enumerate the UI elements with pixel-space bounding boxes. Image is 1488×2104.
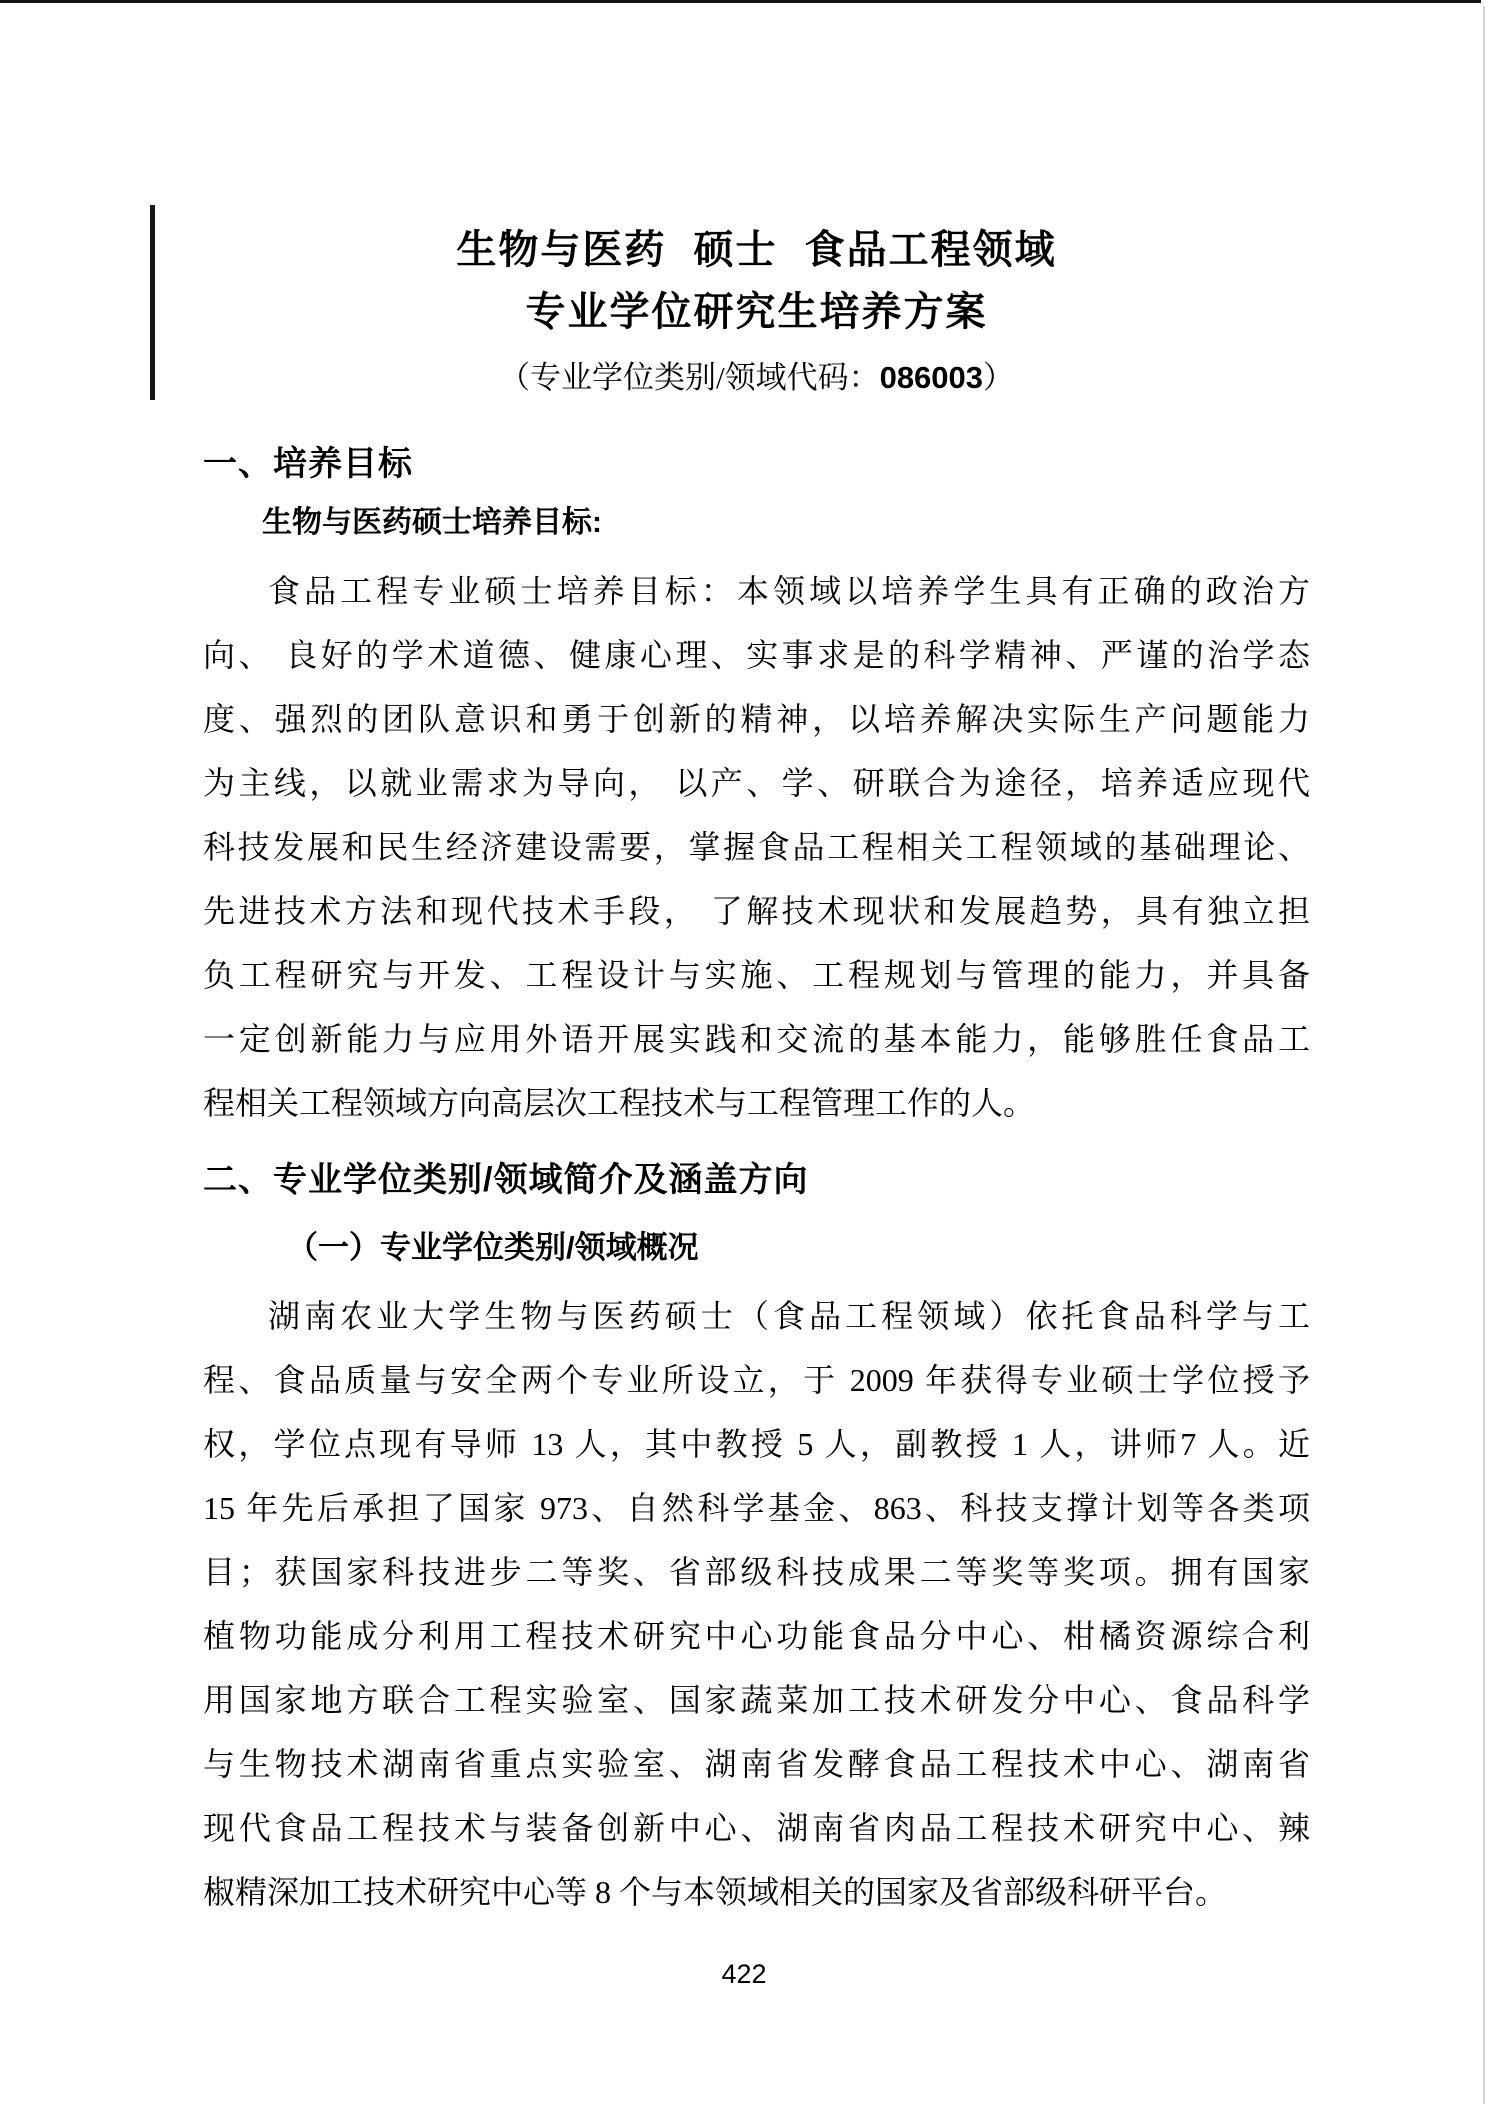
scan-artifact-top-edge	[0, 0, 1481, 3]
paragraph-line: 权，学位点现有导师 13 人，其中教授 5 人，副教授 1 人，讲师7 人。近	[203, 1426, 1310, 1462]
paragraph-line: 向、 良好的学术道德、健康心理、实事求是的科学精神、严谨的治学态	[203, 637, 1310, 673]
section-2-paragraph	[203, 1284, 1310, 1924]
paragraph-line: 植物功能成分利用工程技术研究中心功能食品分中心、柑橘资源综合利	[203, 1618, 1310, 1654]
scan-artifact-left-mark	[150, 205, 155, 400]
paragraph-line: 用国家地方联合工程实验室、国家蔬菜加工技术研发分中心、食品科学	[203, 1682, 1310, 1718]
document-title	[203, 219, 1310, 343]
paragraph-line: 湖南农业大学生物与医药硕士（食品工程领域）依托食品科学与工	[268, 1298, 1310, 1334]
paragraph-line: 与生物技术湖南省重点实验室、湖南省发酵食品工程技术中心、湖南省	[203, 1746, 1310, 1782]
paragraph-line: 现代食品工程技术与装备创新中心、湖南省肉品工程技术研究中心、辣	[203, 1810, 1310, 1846]
paragraph-line: 负工程研究与开发、工程设计与实施、工程规划与管理的能力，并具备	[203, 957, 1310, 993]
section-1-heading: 一、培养目标	[203, 445, 413, 483]
paragraph-line: 椒精深加工技术研究中心等 8 个与本领域相关的国家及省部级科研平台。	[203, 1874, 1228, 1910]
section-2-subheading: （一）专业学位类别/领域概况	[287, 1230, 699, 1265]
section-2-heading: 二、专业学位类别/领域简介及涵盖方向	[203, 1161, 809, 1199]
section-1-paragraph	[203, 559, 1310, 1135]
degree-code-value: 086003	[879, 360, 984, 395]
section-1-subheading: 生物与医药硕士培养目标:	[262, 506, 602, 539]
paragraph-line: 程、食品质量与安全两个专业所设立，于 2009 年获得专业硕士学位授予	[203, 1362, 1310, 1398]
paragraph-line: 程相关工程领域方向高层次工程技术与工程管理工作的人。	[203, 1085, 1036, 1121]
title-line-1: 生物与医药 硕士 食品工程领域	[456, 228, 1057, 272]
paragraph-line: 度、强烈的团队意识和勇于创新的精神，以培养解决实际生产问题能力	[203, 701, 1310, 737]
paragraph-line: 食品工程专业硕士培养目标：本领域以培养学生具有正确的政治方	[268, 573, 1310, 609]
title-line-2: 专业学位研究生培养方案	[525, 290, 988, 334]
scan-artifact-right-edge	[1483, 6, 1485, 2104]
degree-code-suffix: ）	[983, 360, 1015, 395]
paragraph-line: 15 年先后承担了国家 973、自然科学基金、863、科技支撑计划等各类项	[203, 1490, 1310, 1526]
degree-code-line	[203, 357, 1310, 399]
paragraph-line: 先进技术方法和现代技术手段， 了解技术现状和发展趋势，具有独立担	[203, 893, 1310, 929]
paragraph-line: 目；获国家科技进步二等奖、省部级科技成果二等奖等奖项。拥有国家	[203, 1554, 1310, 1590]
page-number: 422	[721, 1959, 767, 1989]
paragraph-line: 为主线，以就业需求为导向， 以产、学、研联合为途径，培养适应现代	[203, 765, 1310, 801]
paragraph-line: 科技发展和民生经济建设需要，掌握食品工程相关工程领域的基础理论、	[203, 829, 1310, 865]
degree-code-prefix: （专业学位类别/领域代码：	[498, 360, 880, 395]
paragraph-line: 一定创新能力与应用外语开展实践和交流的基本能力，能够胜任食品工	[203, 1021, 1310, 1057]
